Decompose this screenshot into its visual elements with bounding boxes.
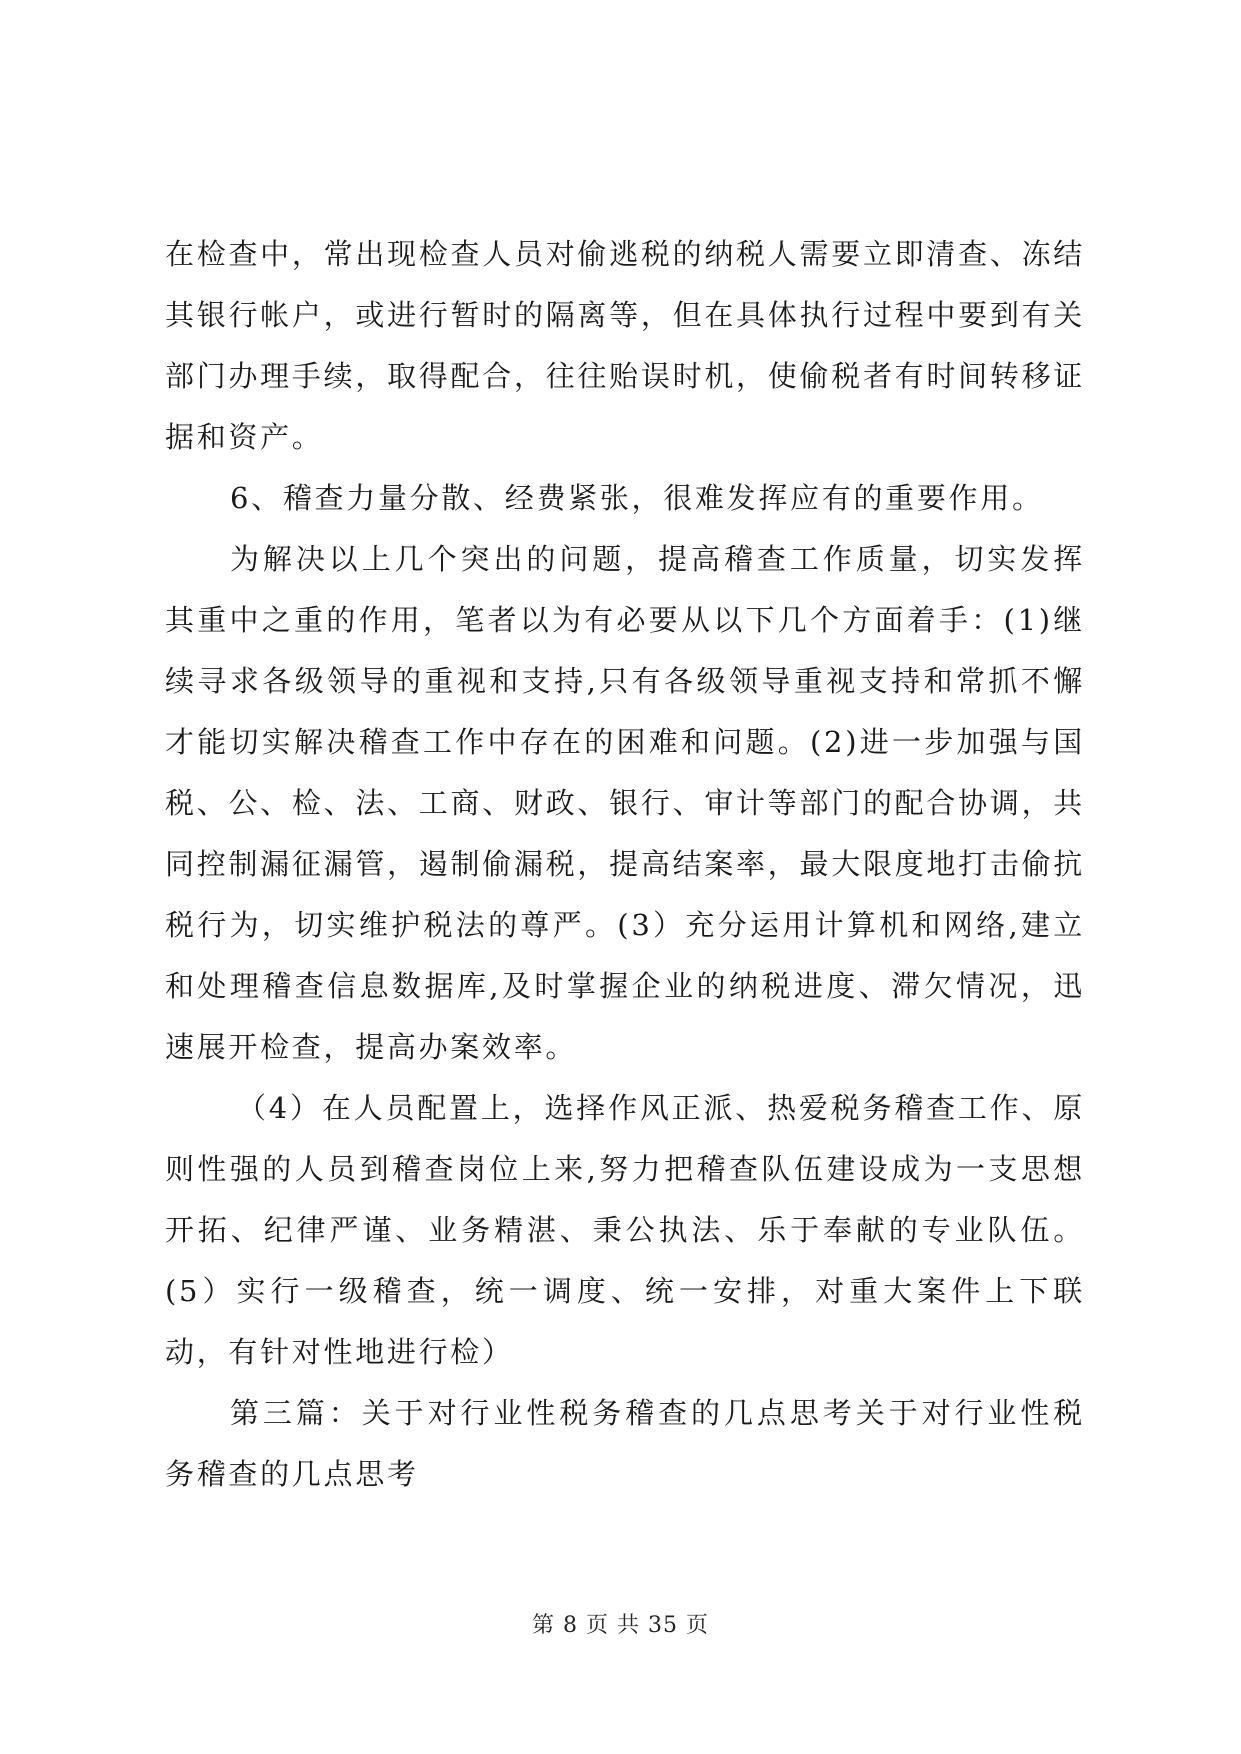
paragraph-solutions-1-3: 为解决以上几个突出的问题，提高稽查工作质量，切实发挥其重中之重的作用，笔者以为有必要从以下几个方面着手：(1)继续寻求各级领导的重视和支持,只有各级领导重视支持和常抓不懈才能切实解决稽查工作中存在的困难和问题。(2)进一步加强与国税、公、检、法、工商、财政、银行、审计等部门的配合协调，共同控制漏征漏管，遏制偷漏税，提高结案率，最大限度地打击偷抗税行为，切实维护税法的尊严。(3）充分运用计算机和网络,建立和处理稽查信息数据库,及时掌握企业的纳税进度、滞欠情况，迅速展开检查，提高办案效率。 bbox=[165, 542, 1085, 1064]
paragraph-solutions-4-5: （4）在人员配置上，选择作风正派、热爱税务稽查工作、原则性强的人员到稽查岗位上来,努力把稽查队伍建设成为一支思想开拓、纪律严谨、业务精湛、秉公执法、乐于奉献的专业队伍。(5）实行一级稽查，统一调度、统一安排，对重大案件上下联动，有针对性地进行检） bbox=[165, 1091, 1085, 1369]
paragraph-freeze-accounts: 在检查中，常出现检查人员对偷逃税的纳税人需要立即清查、冻结其银行帐户，或进行暂时的隔离等，但在具体执行过程中要到有关部门办理手续，取得配合，往往贻误时机，使偷税者有时间转移证据和资产。 bbox=[165, 237, 1085, 454]
paragraph-item-6: 6、稽查力量分散、经费紧张，很难发挥应有的重要作用。 bbox=[230, 481, 1044, 515]
document-body bbox=[165, 224, 1085, 1505]
section-heading-part-three: 第三篇：关于对行业性税务稽查的几点思考关于对行业性税务稽查的几点思考 bbox=[165, 1396, 1085, 1491]
page-number-footer: 第 8 页 共 35 页 bbox=[532, 1613, 709, 1638]
